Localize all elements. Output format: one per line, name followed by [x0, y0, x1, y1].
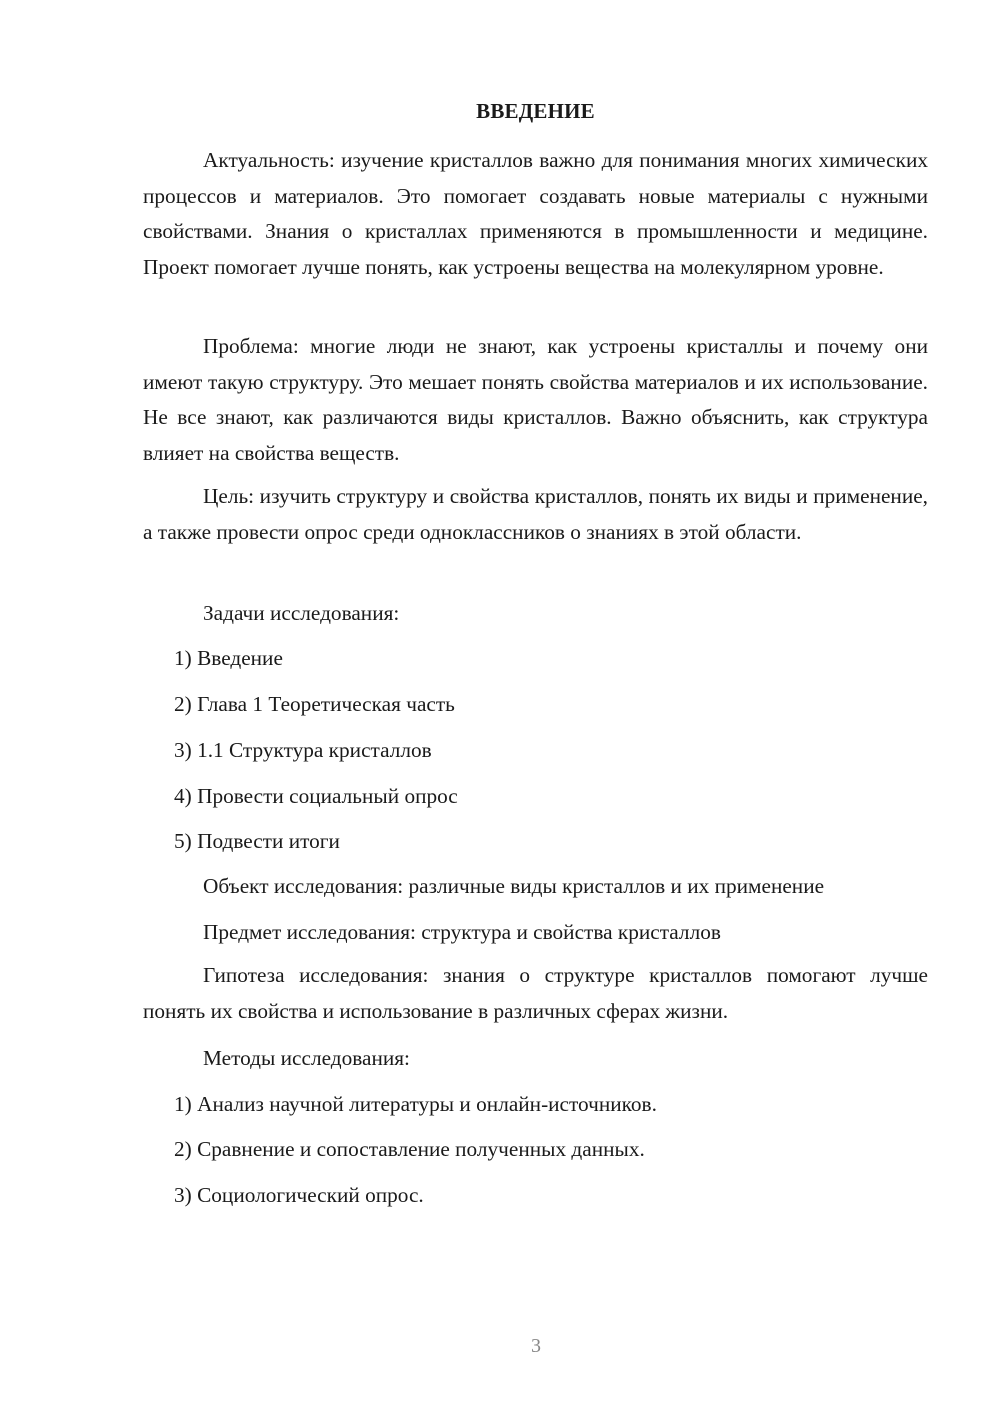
methods-heading: Методы исследования:	[203, 1046, 410, 1070]
task-item: 3) 1.1 Структура кристаллов	[174, 738, 432, 762]
relevance-paragraph: Актуальность: изучение кристаллов важно для понимания многих химических процессов и материалов. Это помогает создавать новые материалы с нужными свойствами. Знания о кристаллах применяются в промышленности и медицине. Проект помогает лучше понять, как устроены вещества на молекулярном уровне.	[143, 148, 928, 279]
task-item: 2) Глава 1 Теоретическая часть	[174, 692, 455, 716]
task-item: 1) Введение	[174, 646, 283, 670]
task-item: 4) Провести социальный опрос	[174, 784, 458, 808]
research-subject: Предмет исследования: структура и свойства кристаллов	[203, 920, 721, 944]
research-object: Объект исследования: различные виды кристаллов и их применение	[203, 874, 825, 898]
problem-paragraph: Проблема: многие люди не знают, как устроены кристаллы и почему они имеют такую структуру. Это мешает понять свойства материалов и их использование. Не все знают, как различаются виды кристаллов. Важно объяснить, как структура влияет на свойства веществ.	[143, 334, 928, 465]
hypothesis-paragraph: Гипотеза исследования: знания о структуре кристаллов помогают лучше понять их свойства и использование в различных сферах жизни.	[143, 963, 928, 1023]
method-item: 3) Социологический опрос.	[174, 1183, 424, 1207]
page-number: 3	[531, 1335, 541, 1357]
goal-paragraph: Цель: изучить структуру и свойства кристаллов, понять их виды и применение, а также провести опрос среди одноклассников о знаниях в этой области.	[143, 484, 928, 544]
tasks-heading: Задачи исследования:	[203, 601, 400, 625]
method-item: 2) Сравнение и сопоставление полученных данных.	[174, 1137, 645, 1161]
method-item: 1) Анализ научной литературы и онлайн-источников.	[174, 1092, 657, 1116]
task-item: 5) Подвести итоги	[174, 829, 340, 853]
page-title: ВВЕДЕНИЕ	[476, 99, 595, 123]
